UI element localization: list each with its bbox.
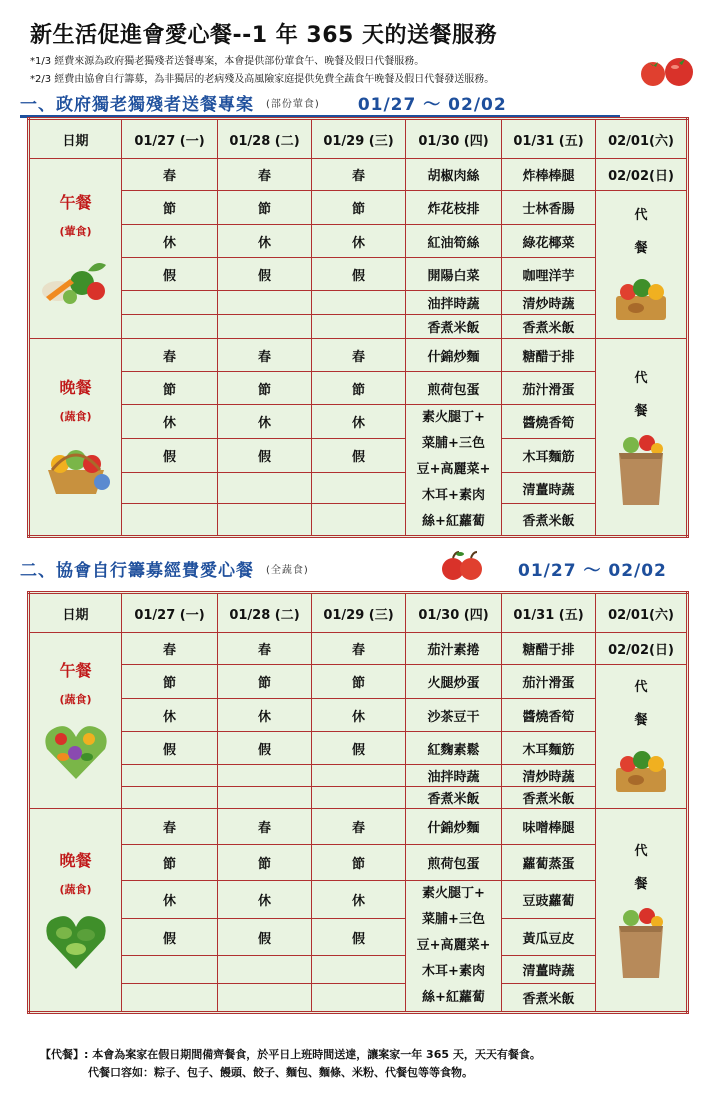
holiday-cell: 節 <box>122 845 218 881</box>
holiday-cell: 休 <box>312 405 406 439</box>
grocery-bag-icon <box>609 906 673 980</box>
dish-cell: 清炒時蔬 <box>502 291 596 315</box>
substitute-char: 代 <box>634 207 648 223</box>
holiday-cell: 春 <box>218 633 312 665</box>
empty-cell <box>218 956 312 983</box>
dish-cell: 香煮米飯 <box>406 315 502 339</box>
footer-note <box>40 1046 541 1082</box>
dish-cell: 蘿蔔蒸蛋 <box>502 845 596 881</box>
holiday-cell: 休 <box>218 881 312 919</box>
dish-cell: 茄汁素捲 <box>406 633 502 665</box>
holiday-cell: 假 <box>312 732 406 765</box>
empty-cell <box>122 765 218 787</box>
dish-cell: 黃瓜豆皮 <box>502 918 596 956</box>
empty-cell <box>122 473 218 504</box>
empty-cell <box>312 504 406 537</box>
vegetable-basket-icon <box>606 270 676 326</box>
section1-subtitle: (部份葷食) <box>266 98 320 110</box>
meal-type: (葷食) <box>59 225 92 238</box>
holiday-cell: 春 <box>122 809 218 845</box>
dish-cell: 清薑時蔬 <box>502 473 596 504</box>
day-header: 01/31 (五) <box>502 119 596 159</box>
dish-cell: 醬燒香筍 <box>502 699 596 732</box>
note-funding-2: *2/3 經費由協會自行籌募，為非獨居的老病殘及高風險家庭提供免費全蔬食午晚餐及假日代餐發送服務。 <box>30 74 495 85</box>
holiday-cell: 假 <box>218 439 312 473</box>
green-vegetable-heart-icon <box>40 909 112 973</box>
empty-cell <box>312 983 406 1012</box>
empty-cell <box>122 315 218 339</box>
holiday-cell: 春 <box>312 339 406 372</box>
empty-cell <box>122 787 218 809</box>
tomato-icon <box>635 50 697 88</box>
dish-cell-multiline <box>406 881 502 1013</box>
dish-cell: 清炒時蔬 <box>502 765 596 787</box>
substitute-char: 餐 <box>634 240 648 256</box>
dish-line: 素火腿丁+ <box>422 886 485 901</box>
empty-cell <box>218 291 312 315</box>
dish-cell: 煎荷包蛋 <box>406 372 502 405</box>
empty-cell <box>218 504 312 537</box>
dish-cell: 炸棒棒腿 <box>502 159 596 191</box>
day-header: 01/28 (二) <box>218 593 312 633</box>
empty-cell <box>312 956 406 983</box>
dish-cell: 香煮米飯 <box>502 983 596 1012</box>
meal-name: 午餐 <box>59 193 92 212</box>
substitute-char: 餐 <box>634 404 648 419</box>
dish-cell: 木耳麵筋 <box>502 439 596 473</box>
dish-cell: 煎荷包蛋 <box>406 845 502 881</box>
substitute-meal-cell <box>596 339 688 537</box>
substitute-char: 代 <box>634 679 648 695</box>
empty-cell <box>218 473 312 504</box>
section2-menu-table <box>27 591 689 1014</box>
holiday-cell: 春 <box>218 809 312 845</box>
holiday-cell: 春 <box>122 159 218 191</box>
day-header: 01/30 (四) <box>406 119 502 159</box>
empty-cell <box>312 291 406 315</box>
empty-cell <box>218 765 312 787</box>
vegetable-heart-icon <box>39 719 113 783</box>
weekend-header: 02/01(六) <box>596 593 688 633</box>
dish-cell: 士林香腸 <box>502 191 596 225</box>
dish-cell: 紅麴素鬆 <box>406 732 502 765</box>
fruit-basket-icon <box>36 436 116 500</box>
dish-cell: 香煮米飯 <box>502 504 596 537</box>
holiday-cell: 節 <box>218 665 312 699</box>
meal-name: 晚餐 <box>59 377 92 397</box>
holiday-cell: 節 <box>122 665 218 699</box>
holiday-cell: 假 <box>312 258 406 291</box>
holiday-cell: 休 <box>122 881 218 919</box>
substitute-meal-cell <box>596 809 688 1013</box>
holiday-cell: 春 <box>218 159 312 191</box>
substitute-meal-cell <box>596 665 688 809</box>
dish-line: 絲+紅蘿蔔 <box>422 514 485 529</box>
day-header: 01/28 (二) <box>218 119 312 159</box>
dish-cell-multiline <box>406 405 502 537</box>
section1-date-range: 01/27 ～ 02/02 <box>357 94 507 115</box>
dish-cell: 茄汁滑蛋 <box>502 372 596 405</box>
dish-line: 菜脯+三色 <box>422 436 485 451</box>
holiday-cell: 節 <box>122 372 218 405</box>
day-header: 01/29 (三) <box>312 593 406 633</box>
apple-icon <box>438 550 486 582</box>
empty-cell <box>312 473 406 504</box>
dish-cell: 香煮米飯 <box>502 315 596 339</box>
weekend-header: 02/01(六) <box>596 119 688 159</box>
meal-type: (蔬食) <box>59 693 92 706</box>
empty-cell <box>218 983 312 1012</box>
sunday-header: 02/02(日) <box>596 159 688 191</box>
section2-heading <box>20 554 680 582</box>
meal-name: 晚餐 <box>59 850 92 870</box>
section1-menu-table <box>27 117 689 538</box>
substitute-meal-cell <box>596 191 688 339</box>
dish-cell: 茄汁滑蛋 <box>502 665 596 699</box>
footer-line-1: 【代餐】: 本會為案家在假日期間備齊餐食，於平日上班時間送達，讓案家一年 365 天，天天有餐食。 <box>40 1048 541 1061</box>
dish-cell: 火腿炒蛋 <box>406 665 502 699</box>
dish-line: 素火腿丁+ <box>422 410 485 425</box>
holiday-cell: 休 <box>122 405 218 439</box>
dish-line: 木耳+素肉 <box>422 964 485 979</box>
holiday-cell: 假 <box>122 439 218 473</box>
holiday-cell: 休 <box>218 225 312 258</box>
meal-type: (蔬食) <box>59 882 92 896</box>
holiday-cell: 節 <box>218 372 312 405</box>
holiday-cell: 假 <box>312 918 406 956</box>
dish-cell: 香煮米飯 <box>502 787 596 809</box>
holiday-cell: 春 <box>312 633 406 665</box>
section2-subtitle: (全蔬食) <box>266 564 309 576</box>
dish-cell: 味噌棒腿 <box>502 809 596 845</box>
dish-cell: 油拌時蔬 <box>406 765 502 787</box>
holiday-cell: 假 <box>122 918 218 956</box>
day-header: 01/30 (四) <box>406 593 502 633</box>
dish-cell: 開陽白菜 <box>406 258 502 291</box>
dish-cell: 什錦炒麵 <box>406 809 502 845</box>
holiday-cell: 休 <box>312 881 406 919</box>
empty-cell <box>312 787 406 809</box>
grocery-bag-icon <box>609 433 673 507</box>
holiday-cell: 節 <box>122 191 218 225</box>
vegetable-basket-icon <box>606 742 676 798</box>
page-title: 新生活促進會愛心餐--1 年 365 天的送餐服務 <box>30 23 497 48</box>
meal-name: 午餐 <box>59 661 92 680</box>
day-header: 01/29 (三) <box>312 119 406 159</box>
holiday-cell: 假 <box>122 258 218 291</box>
dinner-label-cell <box>29 809 122 1013</box>
dish-cell: 清薑時蔬 <box>502 956 596 983</box>
dish-cell: 糖醋于排 <box>502 339 596 372</box>
dish-cell: 咖哩洋芋 <box>502 258 596 291</box>
substitute-char: 代 <box>634 844 648 859</box>
holiday-cell: 春 <box>122 633 218 665</box>
section1-title: 一、政府獨老獨殘者送餐專案 <box>20 94 254 115</box>
empty-cell <box>218 315 312 339</box>
holiday-cell: 假 <box>218 918 312 956</box>
holiday-cell: 假 <box>218 732 312 765</box>
day-header: 01/27 (一) <box>122 119 218 159</box>
dish-cell: 胡椒肉絲 <box>406 159 502 191</box>
dish-line: 豆+高麗菜+ <box>416 938 491 953</box>
empty-cell <box>218 787 312 809</box>
dish-line: 豆+高麗菜+ <box>416 462 491 477</box>
holiday-cell: 春 <box>312 159 406 191</box>
dish-cell: 油拌時蔬 <box>406 291 502 315</box>
dish-line: 菜脯+三色 <box>422 912 485 927</box>
dish-line: 木耳+素肉 <box>422 488 485 503</box>
note-funding-1: *1/3 經費來源為政府獨老獨殘者送餐專案，本會提供部份葷食午、晚餐及假日代餐服務。 <box>30 56 425 67</box>
day-header: 01/31 (五) <box>502 593 596 633</box>
holiday-cell: 假 <box>122 732 218 765</box>
dish-cell: 什錦炒麵 <box>406 339 502 372</box>
holiday-cell: 春 <box>122 339 218 372</box>
holiday-cell: 節 <box>218 191 312 225</box>
dish-line: 絲+紅蘿蔔 <box>422 990 485 1005</box>
section1-heading <box>20 88 680 116</box>
date-header: 日期 <box>29 593 122 633</box>
holiday-cell: 假 <box>218 258 312 291</box>
holiday-cell: 休 <box>218 699 312 732</box>
dish-cell: 香煮米飯 <box>406 787 502 809</box>
holiday-cell: 休 <box>312 699 406 732</box>
dinner-label-cell <box>29 339 122 537</box>
section2-title: 二、協會自行籌募經費愛心餐 <box>20 560 254 581</box>
holiday-cell: 節 <box>312 665 406 699</box>
holiday-cell: 節 <box>218 845 312 881</box>
meal-type: (蔬食) <box>59 409 92 423</box>
holiday-cell: 春 <box>218 339 312 372</box>
empty-cell <box>122 504 218 537</box>
holiday-cell: 節 <box>312 191 406 225</box>
empty-cell <box>312 765 406 787</box>
substitute-char: 代 <box>634 371 648 386</box>
lunch-label-cell <box>29 633 122 809</box>
empty-cell <box>122 983 218 1012</box>
dish-cell: 木耳麵筋 <box>502 732 596 765</box>
vegetables-icon <box>36 251 116 307</box>
dish-cell: 炸花枝排 <box>406 191 502 225</box>
sunday-header: 02/02(日) <box>596 633 688 665</box>
empty-cell <box>122 956 218 983</box>
holiday-cell: 休 <box>218 405 312 439</box>
footer-line-2: 代餐口容如：粽子、包子、饅頭、餃子、麵包、麵條、米粉、代餐包等等食物。 <box>88 1066 473 1079</box>
substitute-char: 餐 <box>634 712 648 728</box>
holiday-cell: 休 <box>312 225 406 258</box>
empty-cell <box>312 315 406 339</box>
dish-cell: 沙茶豆干 <box>406 699 502 732</box>
date-header: 日期 <box>29 119 122 159</box>
holiday-cell: 休 <box>122 699 218 732</box>
holiday-cell: 假 <box>312 439 406 473</box>
empty-cell <box>122 291 218 315</box>
dish-cell: 糖醋于排 <box>502 633 596 665</box>
dish-cell: 紅油筍絲 <box>406 225 502 258</box>
holiday-cell: 春 <box>312 809 406 845</box>
dish-cell: 豆豉蘿蔔 <box>502 881 596 919</box>
day-header: 01/27 (一) <box>122 593 218 633</box>
holiday-cell: 節 <box>312 372 406 405</box>
holiday-cell: 休 <box>122 225 218 258</box>
substitute-char: 餐 <box>634 877 648 892</box>
dish-cell: 綠花椰菜 <box>502 225 596 258</box>
lunch-label-cell <box>29 159 122 339</box>
holiday-cell: 節 <box>312 845 406 881</box>
dish-cell: 醬燒香筍 <box>502 405 596 439</box>
section2-date-range: 01/27 ～ 02/02 <box>518 560 667 581</box>
